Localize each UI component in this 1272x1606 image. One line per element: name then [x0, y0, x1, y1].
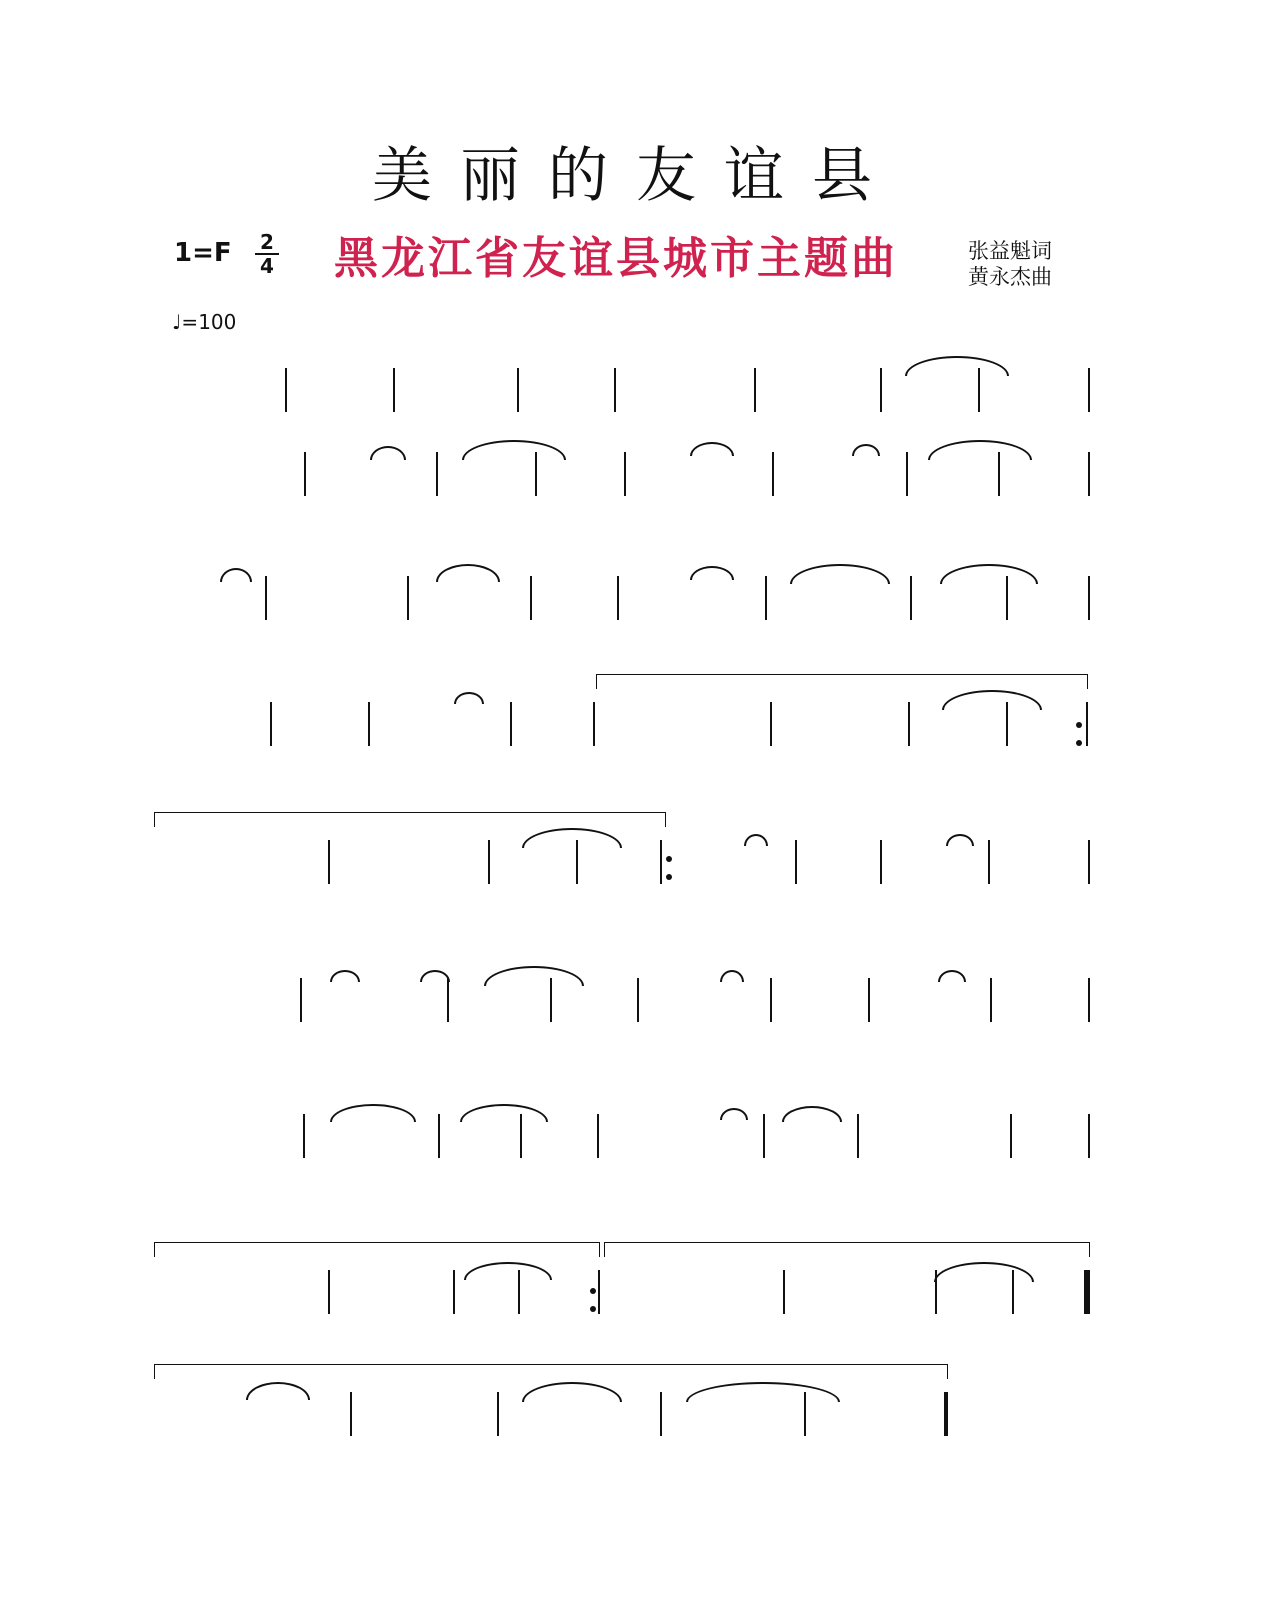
repeat-dot: [1076, 722, 1082, 728]
barline: [763, 1114, 765, 1158]
barline: [453, 1270, 455, 1314]
final-barline: [1084, 1270, 1088, 1314]
barline: [304, 452, 306, 496]
key-signature: 1=F: [174, 238, 232, 268]
barline: [1088, 1114, 1090, 1158]
barline: [988, 840, 990, 884]
slur-mark: [522, 1382, 622, 1402]
slur-mark: [246, 1382, 310, 1400]
slur-mark: [934, 1262, 1034, 1282]
slur-mark: [462, 440, 566, 460]
barline: [1086, 702, 1088, 746]
barline: [910, 576, 912, 620]
slur-mark: [938, 970, 966, 982]
barline: [300, 978, 302, 1022]
barline: [517, 368, 519, 412]
coda-bracket: [154, 1364, 948, 1379]
barline: [772, 452, 774, 496]
slur-mark: [330, 1104, 416, 1122]
barline: [754, 368, 756, 412]
barline: [908, 702, 910, 746]
slur-mark: [946, 834, 974, 846]
barline: [1010, 1114, 1012, 1158]
tempo-marking: ♩=100: [172, 310, 237, 334]
barline: [488, 840, 490, 884]
barline: [624, 452, 626, 496]
barline: [765, 576, 767, 620]
slur-mark: [928, 440, 1032, 460]
barline: [303, 1114, 305, 1158]
barline: [1088, 1270, 1090, 1314]
barline: [880, 368, 882, 412]
barline: [906, 452, 908, 496]
barline: [880, 840, 882, 884]
slur-mark: [744, 834, 768, 846]
slur-mark: [690, 566, 734, 580]
barline: [438, 1114, 440, 1158]
barline: [770, 978, 772, 1022]
slur-mark: [782, 1106, 842, 1122]
slur-mark: [790, 564, 890, 584]
slur-mark: [370, 446, 406, 460]
barline: [407, 576, 409, 620]
slur-mark: [690, 442, 734, 456]
slur-mark: [720, 970, 744, 982]
barline: [783, 1270, 785, 1314]
slur-mark: [220, 568, 252, 582]
barline: [510, 702, 512, 746]
slur-mark: [940, 564, 1038, 584]
song-title: 美丽的友谊县: [372, 141, 900, 211]
barline: [447, 978, 449, 1022]
barline: [270, 702, 272, 746]
barline: [265, 576, 267, 620]
barline: [868, 978, 870, 1022]
final-barline: [944, 1392, 948, 1436]
barline: [285, 368, 287, 412]
slur-mark: [905, 356, 1009, 376]
barline: [990, 978, 992, 1022]
repeat-dot: [590, 1306, 596, 1312]
volta-bracket-2b: [604, 1242, 1090, 1257]
slur-mark: [686, 1382, 840, 1402]
barline: [660, 1392, 662, 1436]
barline: [368, 702, 370, 746]
barline: [1088, 576, 1090, 620]
barline: [637, 978, 639, 1022]
barline: [614, 368, 616, 412]
barline: [530, 576, 532, 620]
time-signature: [255, 232, 279, 276]
barline: [857, 1114, 859, 1158]
slur-mark: [330, 970, 360, 982]
slur-mark: [720, 1108, 748, 1120]
barline: [660, 840, 662, 884]
slur-mark: [460, 1104, 548, 1122]
barline: [393, 368, 395, 412]
volta-bracket-1b: [154, 1242, 600, 1257]
slur-mark: [522, 828, 622, 848]
barline: [1088, 840, 1090, 884]
lyricist-credit: 张益魁词: [968, 239, 1052, 263]
barline: [328, 840, 330, 884]
time-sig-bottom: 4: [260, 254, 274, 278]
credits: [968, 238, 1052, 290]
barline: [350, 1392, 352, 1436]
barline: [497, 1392, 499, 1436]
song-subtitle: 黑龙江省友谊县城市主题曲: [334, 233, 898, 284]
repeat-dot: [1076, 740, 1082, 746]
slur-mark: [484, 966, 584, 986]
barline: [770, 702, 772, 746]
repeat-dot: [666, 856, 672, 862]
slur-mark: [420, 970, 450, 982]
barline: [328, 1270, 330, 1314]
slur-mark: [436, 564, 500, 582]
barline: [597, 1114, 599, 1158]
barline: [617, 576, 619, 620]
repeat-dot: [666, 874, 672, 880]
slur-mark: [942, 690, 1042, 710]
composer-credit: 黄永杰曲: [968, 265, 1052, 289]
volta-bracket-1: [596, 674, 1088, 689]
slur-mark: [852, 444, 880, 456]
barline: [1088, 368, 1090, 412]
barline: [1088, 452, 1090, 496]
barline: [1088, 978, 1090, 1022]
slur-mark: [464, 1262, 552, 1280]
time-sig-top: 2: [260, 230, 274, 254]
slur-mark: [454, 692, 484, 704]
barline: [795, 840, 797, 884]
barline: [598, 1270, 600, 1314]
barline: [593, 702, 595, 746]
repeat-dot: [590, 1288, 596, 1294]
volta-bracket-2: [154, 812, 666, 827]
barline: [436, 452, 438, 496]
